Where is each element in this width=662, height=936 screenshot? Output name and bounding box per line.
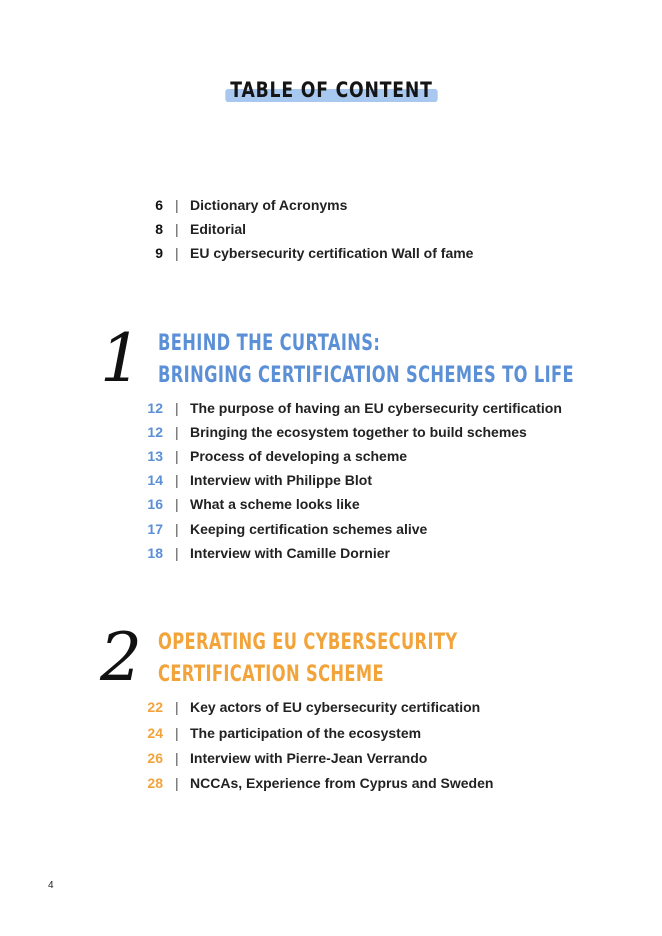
- entry-separator: |: [175, 545, 179, 561]
- entry-separator: |: [175, 496, 179, 512]
- toc-title-text: TABLE OF CONTENT: [229, 78, 433, 102]
- entry-label: Editorial: [190, 221, 247, 237]
- toc-title: [225, 78, 437, 102]
- section-2-title-line2: CERTIFICATION SCHEME: [158, 662, 384, 687]
- entry-label: Interview with Philippe Blot: [190, 472, 373, 488]
- entry-page: 28: [147, 775, 163, 791]
- section-2-number: 2: [100, 619, 142, 696]
- entry-separator: |: [175, 472, 179, 488]
- entry-page: 14: [147, 472, 163, 488]
- entry-page: 6: [155, 197, 163, 213]
- entry-separator: |: [175, 750, 179, 766]
- entry-separator: |: [175, 448, 179, 464]
- entry-separator: |: [175, 221, 179, 237]
- entry-label: What a scheme looks like: [190, 496, 360, 512]
- entry-page: 13: [147, 448, 163, 464]
- entry-page: 9: [155, 245, 163, 261]
- entry-label: EU cybersecurity certification Wall of fame: [190, 245, 474, 261]
- entry-separator: |: [175, 775, 179, 791]
- entry-separator: |: [175, 725, 179, 741]
- section-1-title-line2: BRINGING CERTIFICATION SCHEMES TO LIFE: [158, 363, 574, 388]
- entry-page: 16: [147, 496, 163, 512]
- entry-separator: |: [175, 197, 179, 213]
- entry-label: Interview with Pierre-Jean Verrando: [190, 750, 428, 766]
- entry-separator: |: [175, 245, 179, 261]
- entry-label: Interview with Camille Dornier: [190, 545, 390, 561]
- entry-label: Key actors of EU cybersecurity certification: [190, 699, 481, 715]
- entry-page: 12: [147, 424, 163, 440]
- entry-label: Dictionary of Acronyms: [190, 197, 348, 213]
- entry-separator: |: [175, 699, 179, 715]
- toc-title-wrap: [0, 78, 662, 102]
- entry-label: Keeping certification schemes alive: [190, 521, 428, 537]
- entry-page: 17: [147, 521, 163, 537]
- entry-separator: |: [175, 521, 179, 537]
- entry-page: 26: [147, 750, 163, 766]
- section-1-title-line1: BEHIND THE CURTAINS:: [158, 331, 381, 356]
- entry-page: 8: [155, 221, 163, 237]
- entry-label: Bringing the ecosystem together to build schemes: [190, 424, 527, 440]
- entry-label: The participation of the ecosystem: [190, 725, 422, 741]
- entry-page: 22: [147, 699, 163, 715]
- entry-page: 12: [147, 400, 163, 416]
- entry-page: 24: [147, 725, 163, 741]
- entry-label: Process of developing a scheme: [190, 448, 408, 464]
- section-1-number: 1: [100, 320, 142, 397]
- entry-separator: |: [175, 400, 179, 416]
- entry-label: NCCAs, Experience from Cyprus and Sweden: [190, 775, 494, 791]
- section-2-title-line1: OPERATING EU CYBERSECURITY: [158, 630, 458, 655]
- entry-separator: |: [175, 424, 179, 440]
- page-number: 4: [48, 880, 54, 891]
- entry-label: The purpose of having an EU cybersecurity certification: [190, 400, 562, 416]
- entry-page: 18: [147, 545, 163, 561]
